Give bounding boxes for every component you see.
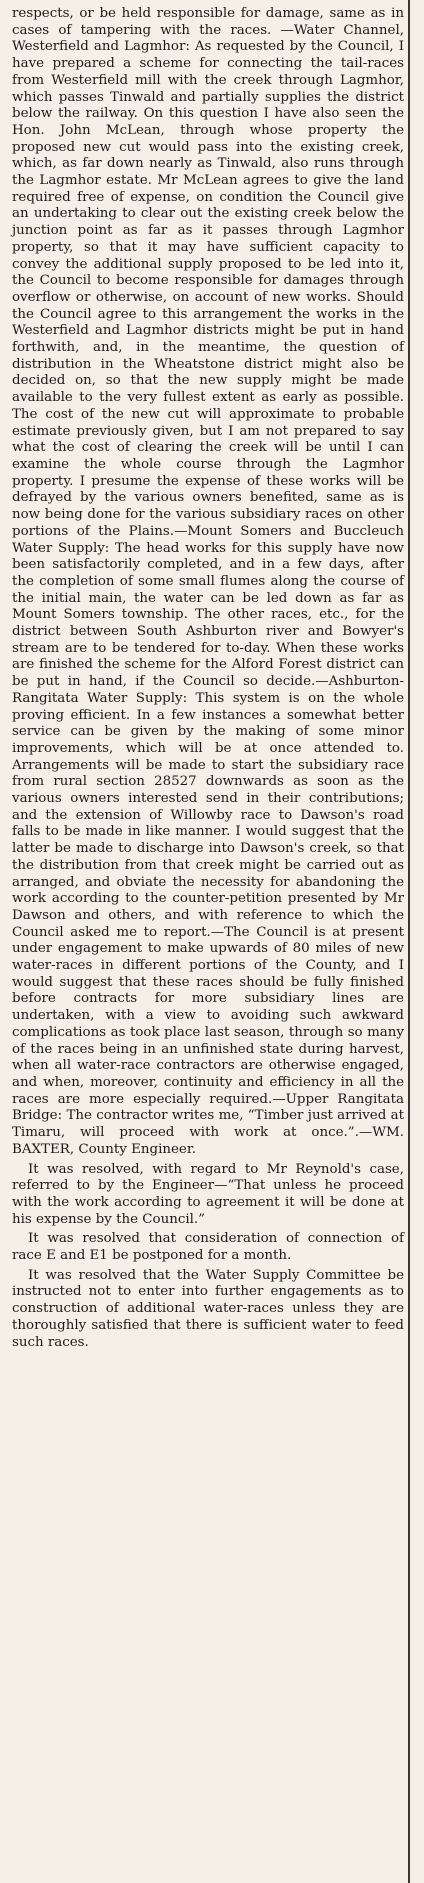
resolution-race-e: It was resolved that consideration of connection of race E and E1 be postponed for a month. <box>12 1231 404 1264</box>
resolution-reynolds: It was resolved, with regard to Mr Reynold's case, referred to by the Engineer—“That unless he proceed with the work according to agreement it will be done at his expense by the Council.” <box>12 1161 404 1227</box>
article-column <box>12 6 404 1351</box>
resolution-water-supply-committee: It was resolved that the Water Supply Committee be instructed not to enter into further engagements as to construction of additional water-races unless they are thoroughly satisfied that there is sufficient water to feed such races. <box>12 1267 404 1350</box>
engineer-report-paragraph: respects, or be held responsible for damage, same as in cases of tampering with the races. —Water Channel, Westerfield and Lagmhor: As requested by the Council, I have prepared a scheme for connecting the tail-races from Westerfield mill with the creek through Lagmhor, which passes Tinwald and partially supplies the district below the railway. On this question I have also seen the Hon. John McLean, through whose property the proposed new cut would pass into the existing creek, which, as far down nearly as Tinwald, also runs through the Lagmhor estate. Mr McLean agrees to give the land required free of expense, on condition the Council give an undertaking to clear out the existing creek below the junction point as far as it passes through Lagmhor property, so that it may have sufficient capacity to convey the additional supply proposed to be led into it, the Council to become responsible for damages through overflow or otherwise, on account of new works. Should the Council agree to this arrangement the works in the Westerfield and Lagmhor districts might be put in hand forthwith, and, in the meantime, the question of distribution in the Wheatstone district might also be decided on, so that the new supply might be made available to the very fullest extent as early as possible. The cost of the new cut will approximate to probable estimate previously given, but I am not prepared to say what the cost of clearing the creek will be until I can examine the whole course through the Lagmhor property. I presume the expense of these works will be defrayed by the various owners benefited, same as is now being done for the various subsidiary races on other portions of the Plains.—Mount Somers and Buccleuch Water Supply: The head works for this supply have now been satisfactorily completed, and in a few days, after the completion of some small flumes along the course of the initial main, the water can be led down as far as Mount Somers township. The other races, etc., for the district between South Ashburton river and Bowyer's stream are to be tendered for to-day. When these works are finished the scheme for the Alford Forest district can be put in hand, if the Council so decide.—Ashburton-Rangitata Water Supply: This system is on the whole proving efficient. In a few instances a somewhat better service can be given by the making of some minor improvements, which will be at once attended to. Arrangements will be made to start the subsidiary race from rural section 28527 downwards as soon as the various owners interested send in their contributions; and the extension of Willowby race to Dawson's road falls to be made in like manner. I would suggest that the latter be made to discharge into Dawson's creek, so that the distribution from that creek might be carried out as arranged, and obviate the necessity for abandoning the work according to the counter-petition presented by Mr Dawson and others, and with reference to which the Council asked me to report.—The Council is at present under engagement to make upwards of 80 miles of new water-races in different portions of the County, and I would suggest that these races should be fully finished before contracts for more subsidiary lines are undertaken, with a view to avoiding such awkward complications as took place last season, through so many of the races being in an unfinished state during harvest, when all water-race contractors are otherwise engaged, and when, moreover, continuity and efficiency in all the races are more especially required.—Upper Rangitata Bridge: The contractor writes me, “Timber just arrived at Timaru, will proceed with work at once.”.—WM. BAXTER, County Engineer. <box>12 6 404 1157</box>
column-rule <box>408 0 410 1883</box>
